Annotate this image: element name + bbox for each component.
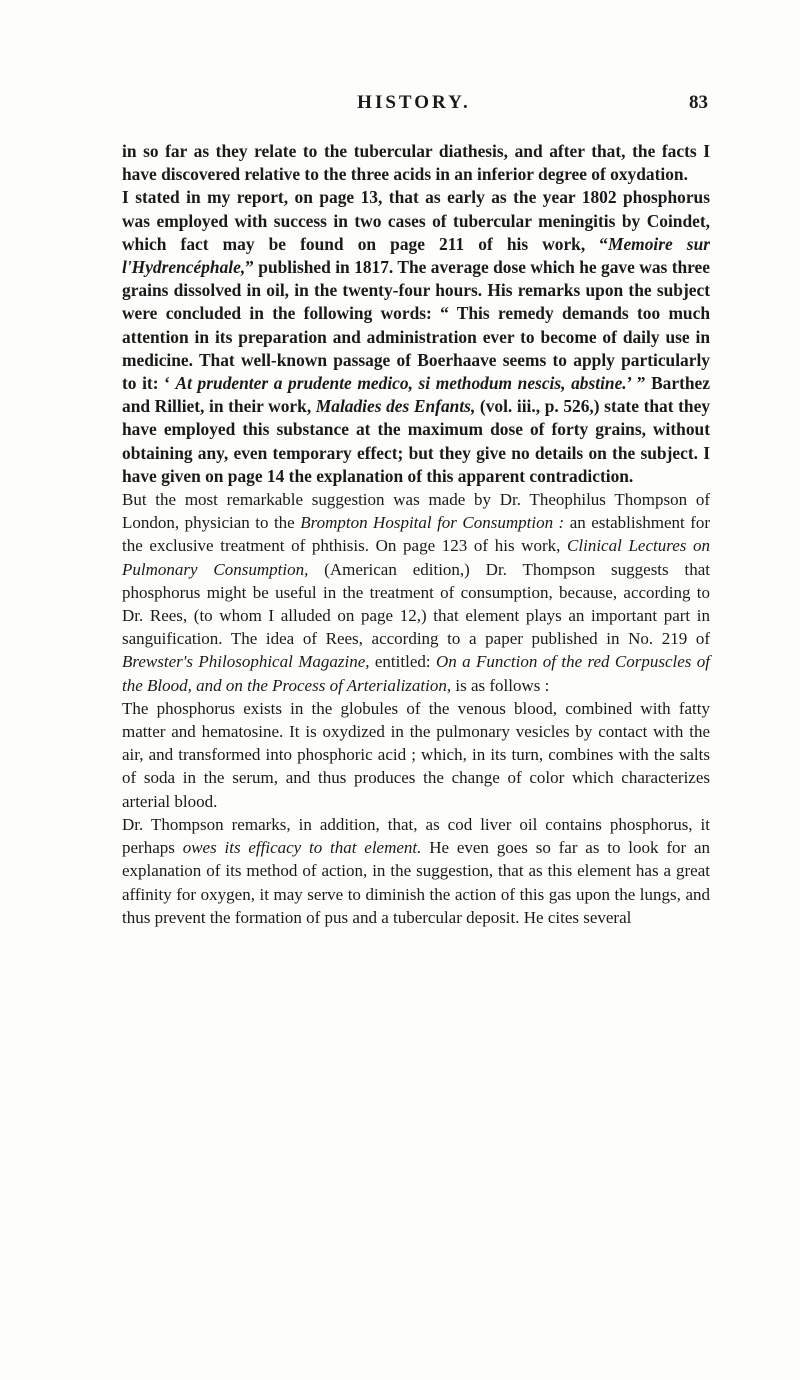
text-run: (vol. iii., p. 526,) state that they have employed this substance at the maximum dose of forty grains, without obtaining any, even temporary effect; but they give no details on the subject. I have given on page 14 the explanation of this apparent contradiction.: [122, 396, 711, 486]
text-run: Dr. Thompson remarks, in addition, that, as cod liver oil contains phosphorus, it perhaps: [122, 814, 710, 858]
text-run: He even goes so far as to look for an explanation of its method of action, in the suggestion, that as this element has a great affinity for oxygen, it may serve to diminish the action of this gas upon the lungs, and thus prevent the formation of pus and a tubercular deposit. He cites several: [122, 838, 710, 927]
paragraph: [122, 488, 710, 697]
text-run: entitled:: [369, 652, 436, 672]
italic-text: On a Function of the red Corpuscles of the Blood, and on the Process of Arterialization,: [122, 652, 710, 695]
running-head: [120, 92, 708, 118]
paragraph: [122, 186, 710, 488]
text-run: The phosphorus exists in the globules of the venous blood, combined with fatty matter and hematosine. It is oxydized in the pulmonary vesicles by contact with the air, and transformed into phosphoric acid ; which, in its turn, combines with the salts of soda in the serum, and thus produces the change of color which characterizes arterial blood.: [122, 698, 710, 811]
paragraph: [122, 697, 710, 813]
italic-text: Memoire sur l'Hydrencéphale,: [122, 233, 711, 278]
italic-text: At prudenter a prudente medico, si methodum nescis, abstine.: [175, 373, 627, 394]
running-head-title: HISTORY.: [357, 92, 471, 113]
italic-text: owes its efficacy to that element.: [182, 838, 422, 858]
text-run: ’ ” Barthez and Rilliet, in their work,: [122, 373, 710, 417]
text-run: (American edition,) Dr. Thompson suggests that phosphorus might be useful in the treatment of consumption, because, according to Dr. Rees, (to whom I alluded on page 12,) that element plays an important part in sanguification. The idea of Rees, according to a paper published in No. 219 of: [122, 559, 710, 649]
italic-text: Clinical Lectures on Pulmonary Consumption,: [122, 536, 710, 579]
paragraph: [122, 140, 710, 186]
italic-text: Maladies des Enfants,: [315, 396, 476, 417]
italic-text: Brewster's Philosophical Magazine,: [122, 652, 370, 672]
body-text: [122, 140, 710, 929]
text-run: an establishment for the exclusive treatment of phthisis. On page 123 of his work,: [122, 513, 711, 556]
text-run: I stated in my report, on page 13, that as early as the year 1802 phosphorus was employed with success in two cases of tubercular meningitis by Coindet, which fact may be found on page 211 of his work, “: [122, 187, 710, 254]
text-run: is as follows :: [451, 675, 550, 695]
text-run: in so far as they relate to the tubercular diathesis, and after that, the facts I have discovered relative to the three acids in an inferior degree of oxydation.: [122, 141, 710, 185]
page-number: 83: [689, 92, 708, 113]
paragraph: [122, 813, 710, 929]
text-run: But the most remarkable suggestion was made by Dr. Theophilus Thompson of London, physician to the: [122, 490, 710, 533]
italic-text: Brompton Hospital for Consumption :: [300, 513, 565, 533]
text-run: ” published in 1817. The average dose which he gave was three grains dissolved in oil, in the twenty-four hours. His remarks upon the subject were concluded in the following words: “ This remedy demands too much attention in its preparation and administration ever to become of daily use in medicine. That well-known passage of Boerhaave seems to apply particularly to it: ‘: [122, 257, 710, 394]
